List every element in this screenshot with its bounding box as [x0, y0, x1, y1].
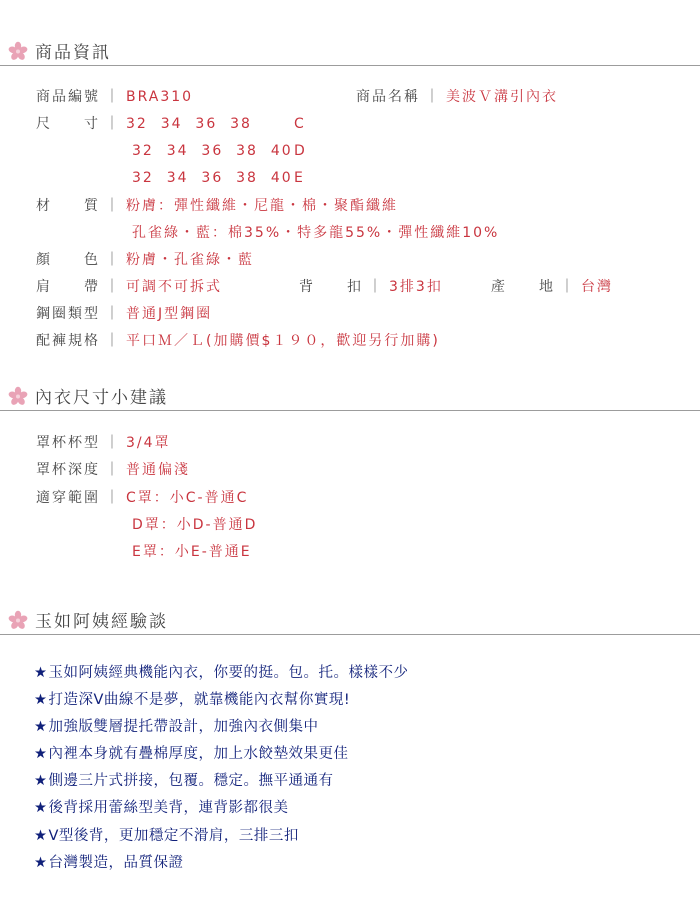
material-row — [36, 195, 398, 217]
experience-text: 內裡本身就有疊棉厚度，加上水餃墊效果更佳 — [48, 746, 349, 762]
origin-value: 台灣 — [581, 279, 613, 295]
flower-icon — [8, 41, 28, 61]
star-icon: ★ — [34, 855, 48, 871]
size-numbers: 32 34 36 38 40 — [132, 170, 293, 186]
strap-value: 可調不可拆式 — [126, 279, 222, 295]
size-row — [132, 167, 432, 189]
panty-row — [36, 330, 440, 352]
star-icon: ★ — [34, 746, 48, 762]
back-clasp-value: 3排3扣 — [389, 279, 443, 295]
star-icon: ★ — [34, 828, 48, 844]
strap-label: 肩 帶 — [36, 279, 100, 295]
separator: ｜ — [105, 198, 121, 214]
separator: ｜ — [105, 252, 121, 268]
star-icon: ★ — [34, 692, 48, 708]
star-icon: ★ — [34, 800, 48, 816]
separator: ｜ — [560, 279, 576, 295]
origin-field — [491, 276, 613, 298]
size-row — [132, 140, 432, 162]
separator: ｜ — [105, 279, 121, 295]
separator: ｜ — [425, 89, 441, 105]
section-title: 內衣尺寸小建議 — [35, 388, 168, 408]
separator: ｜ — [105, 333, 121, 349]
experience-item — [34, 662, 409, 684]
fit-range-row — [36, 487, 248, 509]
color-value: 粉膚・孔雀綠・藍 — [126, 252, 254, 268]
section-header-size-advice — [0, 380, 700, 411]
panty-value: 平口Ｍ／Ｌ(加購價$１９０，歡迎另行加購) — [126, 333, 440, 349]
star-icon: ★ — [34, 719, 48, 735]
experience-text: 玉如阿姨經典機能內衣，你要的挺。包。托。樣樣不少 — [48, 665, 409, 681]
back-clasp-field — [299, 276, 443, 298]
cup-depth-label: 罩杯深度 — [36, 462, 100, 478]
experience-text: 後背採用蕾絲型美背，連背影都很美 — [48, 800, 289, 816]
fit-range-row — [132, 541, 252, 563]
size-cup: E — [294, 170, 305, 186]
back-clasp-label: 背 扣 — [299, 279, 363, 295]
fit-range-value: C罩：小C-普通C — [126, 490, 249, 506]
flower-icon — [8, 386, 28, 406]
product-name-label: 商品名稱 — [356, 89, 420, 105]
separator: ｜ — [105, 89, 121, 105]
product-code-label: 商品編號 — [36, 89, 100, 105]
size-row — [36, 113, 436, 135]
panty-label: 配褲規格 — [36, 333, 100, 349]
section-header-product-info — [0, 35, 700, 66]
experience-text: 側邊三片式拼接，包覆。穩定。撫平通通有 — [48, 773, 334, 789]
experience-text: 加強版雙層提托帶設計，加強內衣側集中 — [48, 719, 319, 735]
cup-type-label: 罩杯杯型 — [36, 435, 100, 451]
material-label: 材 質 — [36, 198, 100, 214]
material-value: 孔雀綠・藍：棉35%・特多龍55%・彈性纖維10% — [132, 225, 500, 241]
cup-type-row — [36, 432, 171, 454]
cup-depth-value: 普通偏淺 — [126, 462, 190, 478]
experience-text: V型後背，更加穩定不滑肩，三排三扣 — [48, 828, 299, 844]
size-numbers: 32 34 36 38 — [126, 116, 252, 132]
separator: ｜ — [368, 279, 384, 295]
separator: ｜ — [105, 490, 121, 506]
cup-depth-row — [36, 459, 190, 481]
star-icon: ★ — [34, 665, 48, 681]
size-cup: D — [294, 143, 307, 159]
flower-icon — [8, 610, 28, 630]
wire-value: 普通J型鋼圈 — [126, 306, 213, 322]
fit-range-value: D罩：小D-普通D — [132, 517, 258, 533]
origin-label: 產 地 — [491, 279, 555, 295]
strap-row — [36, 276, 676, 298]
size-cup: C — [294, 116, 306, 132]
star-icon: ★ — [34, 773, 48, 789]
product-code-row — [36, 86, 676, 108]
size-label: 尺 寸 — [36, 116, 100, 132]
cup-type-value: 3/4罩 — [126, 435, 171, 451]
fit-range-value: E罩：小E-普通E — [132, 544, 252, 560]
wire-row — [36, 303, 212, 325]
wire-label: 鋼圈類型 — [36, 306, 100, 322]
fit-range-row — [132, 514, 257, 536]
material-value: 粉膚：彈性纖維・尼龍・棉・聚酯纖維 — [126, 198, 398, 214]
experience-text: 台灣製造，品質保證 — [48, 855, 184, 871]
experience-item — [34, 716, 319, 738]
product-name-value: 美波Ｖ溝引內衣 — [446, 89, 558, 105]
section-header-experience — [0, 604, 700, 635]
color-label: 顏 色 — [36, 252, 100, 268]
material-row — [132, 222, 499, 244]
color-row — [36, 249, 254, 271]
section-title: 商品資訊 — [35, 43, 111, 63]
experience-item — [34, 797, 289, 819]
separator: ｜ — [105, 462, 121, 478]
experience-item — [34, 825, 299, 847]
section-title: 玉如阿姨經驗談 — [35, 612, 168, 632]
size-numbers: 32 34 36 38 40 — [132, 143, 293, 159]
product-code-value: BRA310 — [126, 89, 194, 105]
experience-item — [34, 770, 334, 792]
experience-item — [34, 852, 184, 874]
experience-text: 打造深V曲線不是夢，就靠機能內衣幫你實現! — [48, 692, 351, 708]
experience-item — [34, 689, 350, 711]
fit-range-label: 適穿範圍 — [36, 490, 100, 506]
separator: ｜ — [105, 435, 121, 451]
separator: ｜ — [105, 116, 121, 132]
separator: ｜ — [105, 306, 121, 322]
experience-item — [34, 743, 349, 765]
product-name-field — [356, 86, 558, 108]
